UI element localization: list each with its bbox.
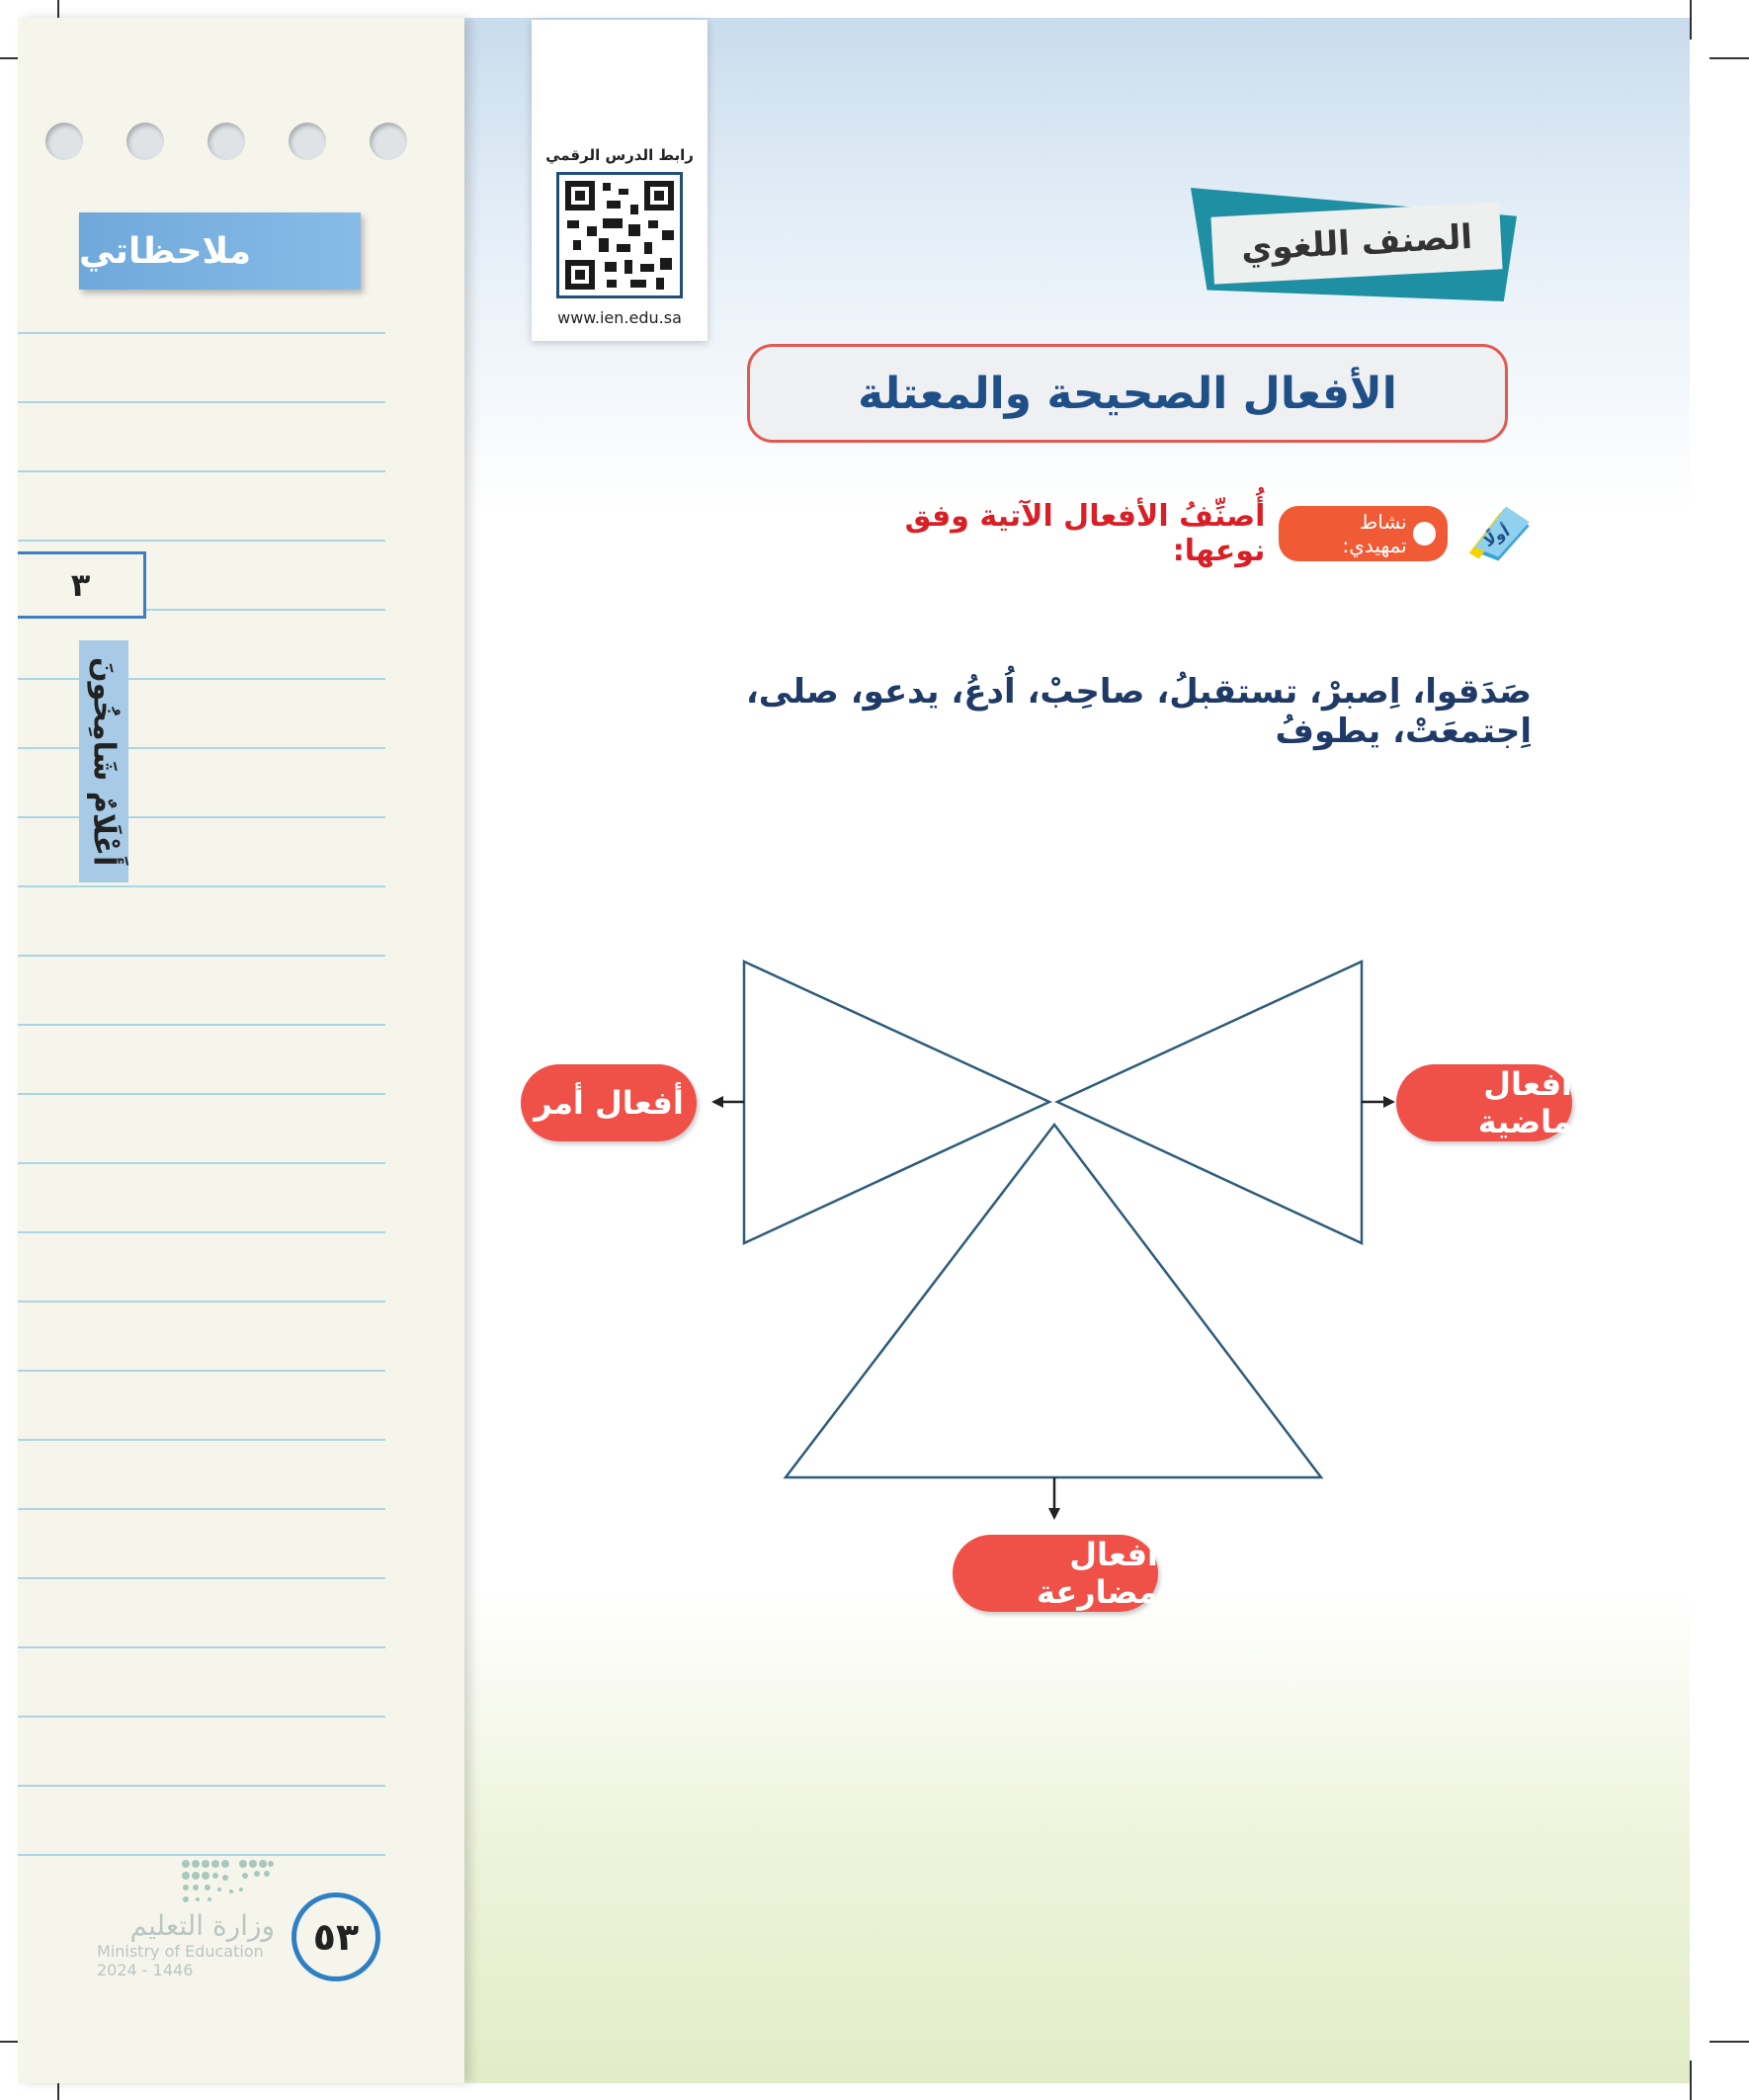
edition-year: 2024 - 1446 — [97, 1961, 194, 1979]
left-arrow-head — [711, 1096, 723, 1108]
badge-text: أولًا — [1480, 521, 1514, 551]
imperative-verbs-label: أفعال أمر — [521, 1064, 697, 1141]
page-number: ٥٣ — [292, 1892, 380, 1981]
unit-number: ٣ — [18, 551, 146, 619]
unit-name: أَعْلَامٌ شَامِخُونَ — [86, 656, 122, 867]
qr-url[interactable]: www.ien.edu.sa — [557, 308, 682, 327]
section-tag-label: الصنف اللغوي — [1210, 202, 1502, 284]
qr-caption: رابط الدرس الرقمي — [545, 146, 694, 164]
notes-title: ملاحظاتي — [79, 212, 361, 290]
ministry-name-en: Ministry of Education — [97, 1942, 264, 1961]
ministry-dots-icon — [97, 1858, 275, 1905]
verbs-list: صَدَقوا، اِصبرْ، تستقبلُ، صاحِبْ، اُدعُ، يدعو، صلى، اِجتمعَتْ، يطوفُ — [745, 672, 1532, 751]
ministry-name-ar: وزارة التعليم — [129, 1909, 275, 1942]
past-verbs-label: أفعال ماضية — [1396, 1064, 1572, 1141]
bottom-arrow-head — [1048, 1508, 1060, 1520]
activity-instruction: أُصنِّفُ الأفعال الآتية وفق نوعها: — [904, 499, 1266, 568]
activity-label: نشاط تمهيدي: — [1342, 510, 1407, 557]
right-arrow-head — [1383, 1096, 1395, 1108]
lesson-title: الأفعال الصحيحة والمعتلة — [747, 344, 1508, 443]
present-verbs-label: أفعال مضارعة — [953, 1535, 1158, 1612]
ministry-logo — [97, 1858, 275, 1979]
